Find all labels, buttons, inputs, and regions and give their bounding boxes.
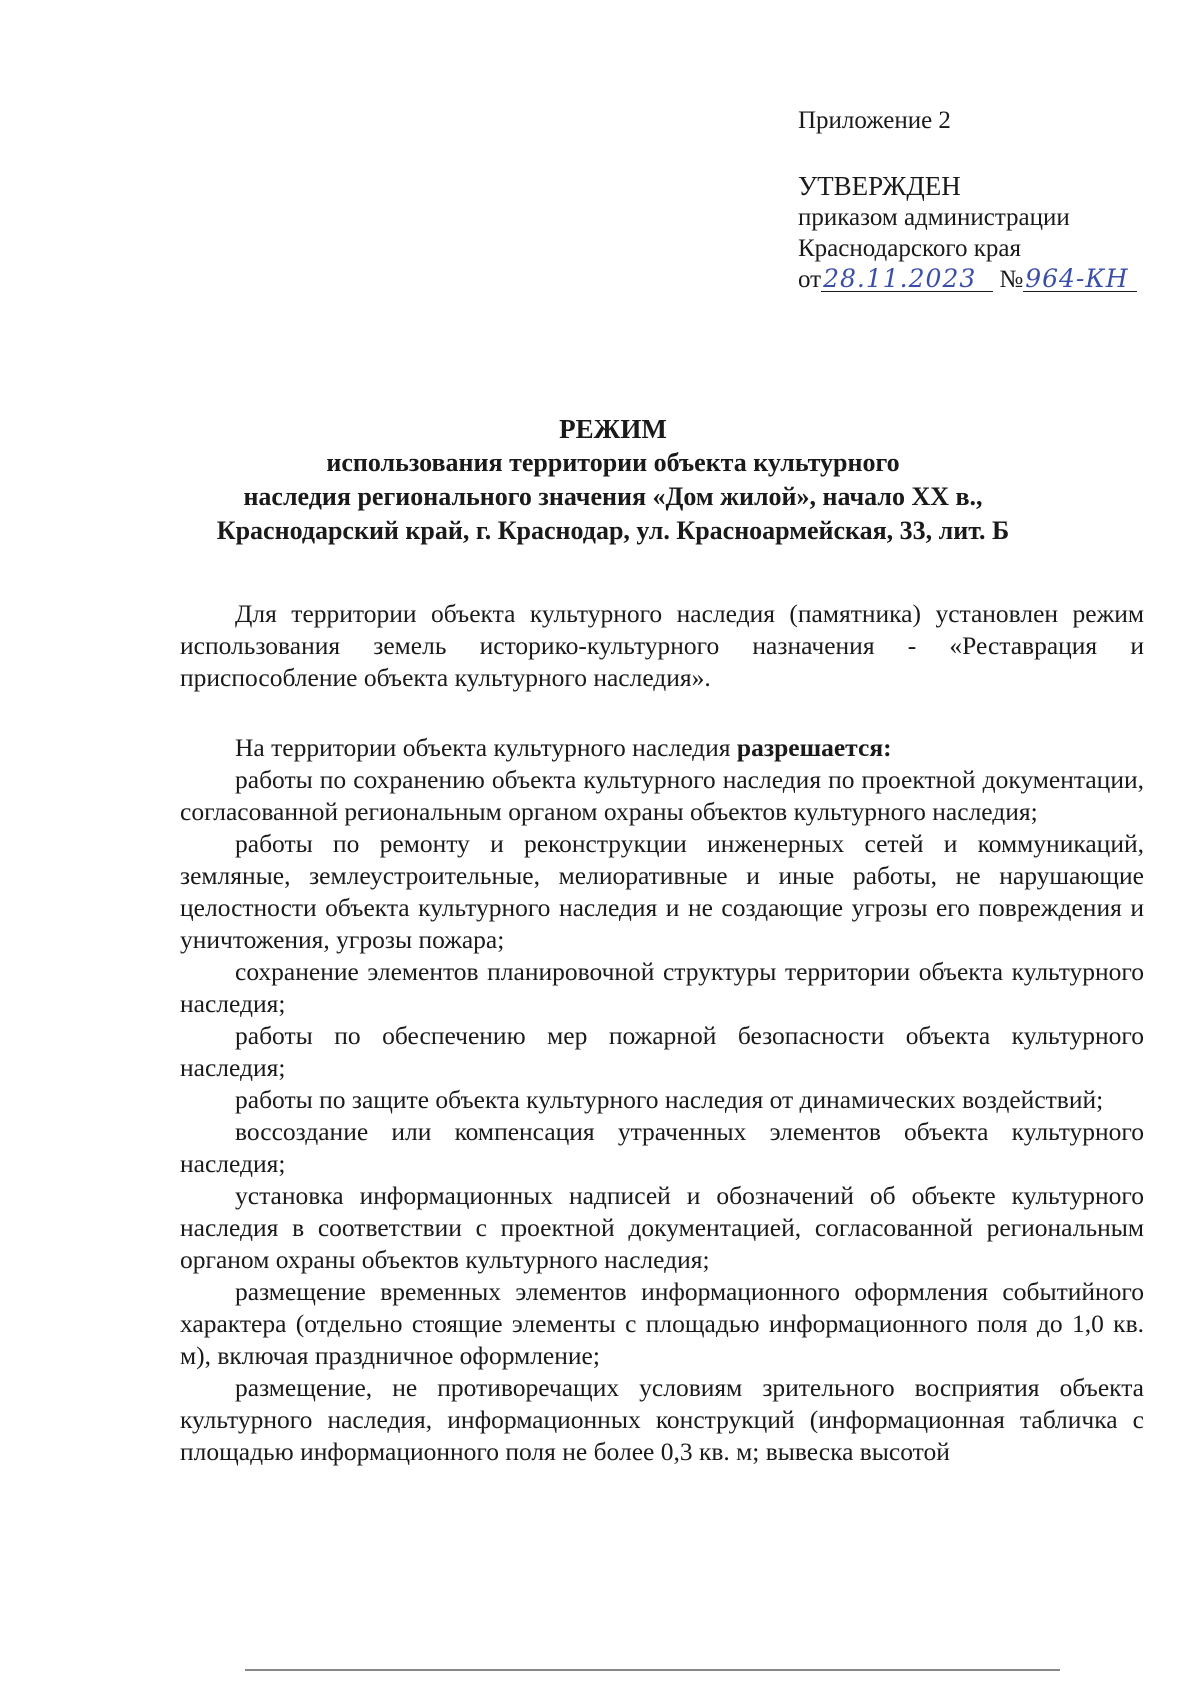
page-bottom-rule — [245, 1669, 1060, 1671]
handwritten-number: 964-КН — [1023, 267, 1137, 292]
list-item: воссоздание или компенсация утраченных элементов объекта культурного наследия; — [180, 1117, 1144, 1178]
intro-paragraph: Для территории объекта культурного наследия (памятника) установлен режим использования земель историко-культурного назначения - «Реставрация и приспособление объекта культурного наследия». — [180, 599, 1144, 692]
approved-label: УТВЕРЖДЕН — [798, 171, 961, 201]
region-label: Краснодарского края — [798, 235, 1021, 262]
list-item: работы по сохранению объекта культурного наследия по проектной документации, согласованной региональным органом охраны объектов культурного наследия; — [180, 765, 1144, 826]
title-line-1: использования территории объекта культурного — [326, 448, 900, 477]
document-title — [180, 412, 1046, 548]
title-line-2: наследия регионального значения «Дом жилой», начало XX в., — [243, 482, 983, 511]
title-line-3: Краснодарский край, г. Краснодар, ул. Красноармейская, 33, лит. Б — [216, 516, 1010, 545]
annex-label: Приложение 2 — [798, 107, 951, 134]
approval-block — [798, 105, 1158, 295]
list-item: работы по ремонту и реконструкции инженерных сетей и коммуникаций, земляные, землеустроительные, мелиоративные и иные работы, не нарушающие целостности объекта культурного наследия и не создающие угрозы его повреждения и уничтожения, угрозы пожара; — [180, 829, 1144, 954]
list-item: размещение, не противоречащих условиям зрительного восприятия объекта культурного наследия, информационных конструкций (информационная табличка с площадью информационного поля не более 0,3 кв. м; вывеска высотой — [180, 1373, 1144, 1466]
allowed-word: разрешается: — [736, 733, 892, 762]
date-number-line — [798, 264, 1158, 295]
document-body — [180, 598, 1144, 1468]
number-prefix: № — [999, 266, 1024, 293]
title-heading: РЕЖИМ — [559, 414, 667, 444]
list-item: установка информационных надписей и обозначений об объекте культурного наследия в соответствии с проектной документацией, согласованной региональным органом охраны объектов культурного наследия; — [180, 1181, 1144, 1274]
handwritten-date: 28.11.2023 — [821, 267, 993, 292]
list-item: размещение временных элементов информационного оформления событийного характера (отдельно стоящие элементы с площадью информационного поля до 1,0 кв. м), включая праздничное оформление; — [180, 1277, 1144, 1370]
allowed-heading-paragraph — [180, 732, 1144, 764]
list-item: работы по обеспечению мер пожарной безопасности объекта культурного наследия; — [180, 1021, 1144, 1082]
allowed-lead: На территории объекта культурного наследия — [235, 733, 737, 762]
order-label: приказом администрации — [798, 204, 1070, 231]
list-item: сохранение элементов планировочной структуры территории объекта культурного наследия; — [180, 957, 1144, 1018]
date-prefix: от — [798, 266, 822, 293]
list-item: работы по защите объекта культурного наследия от динамических воздействий; — [235, 1085, 1104, 1114]
